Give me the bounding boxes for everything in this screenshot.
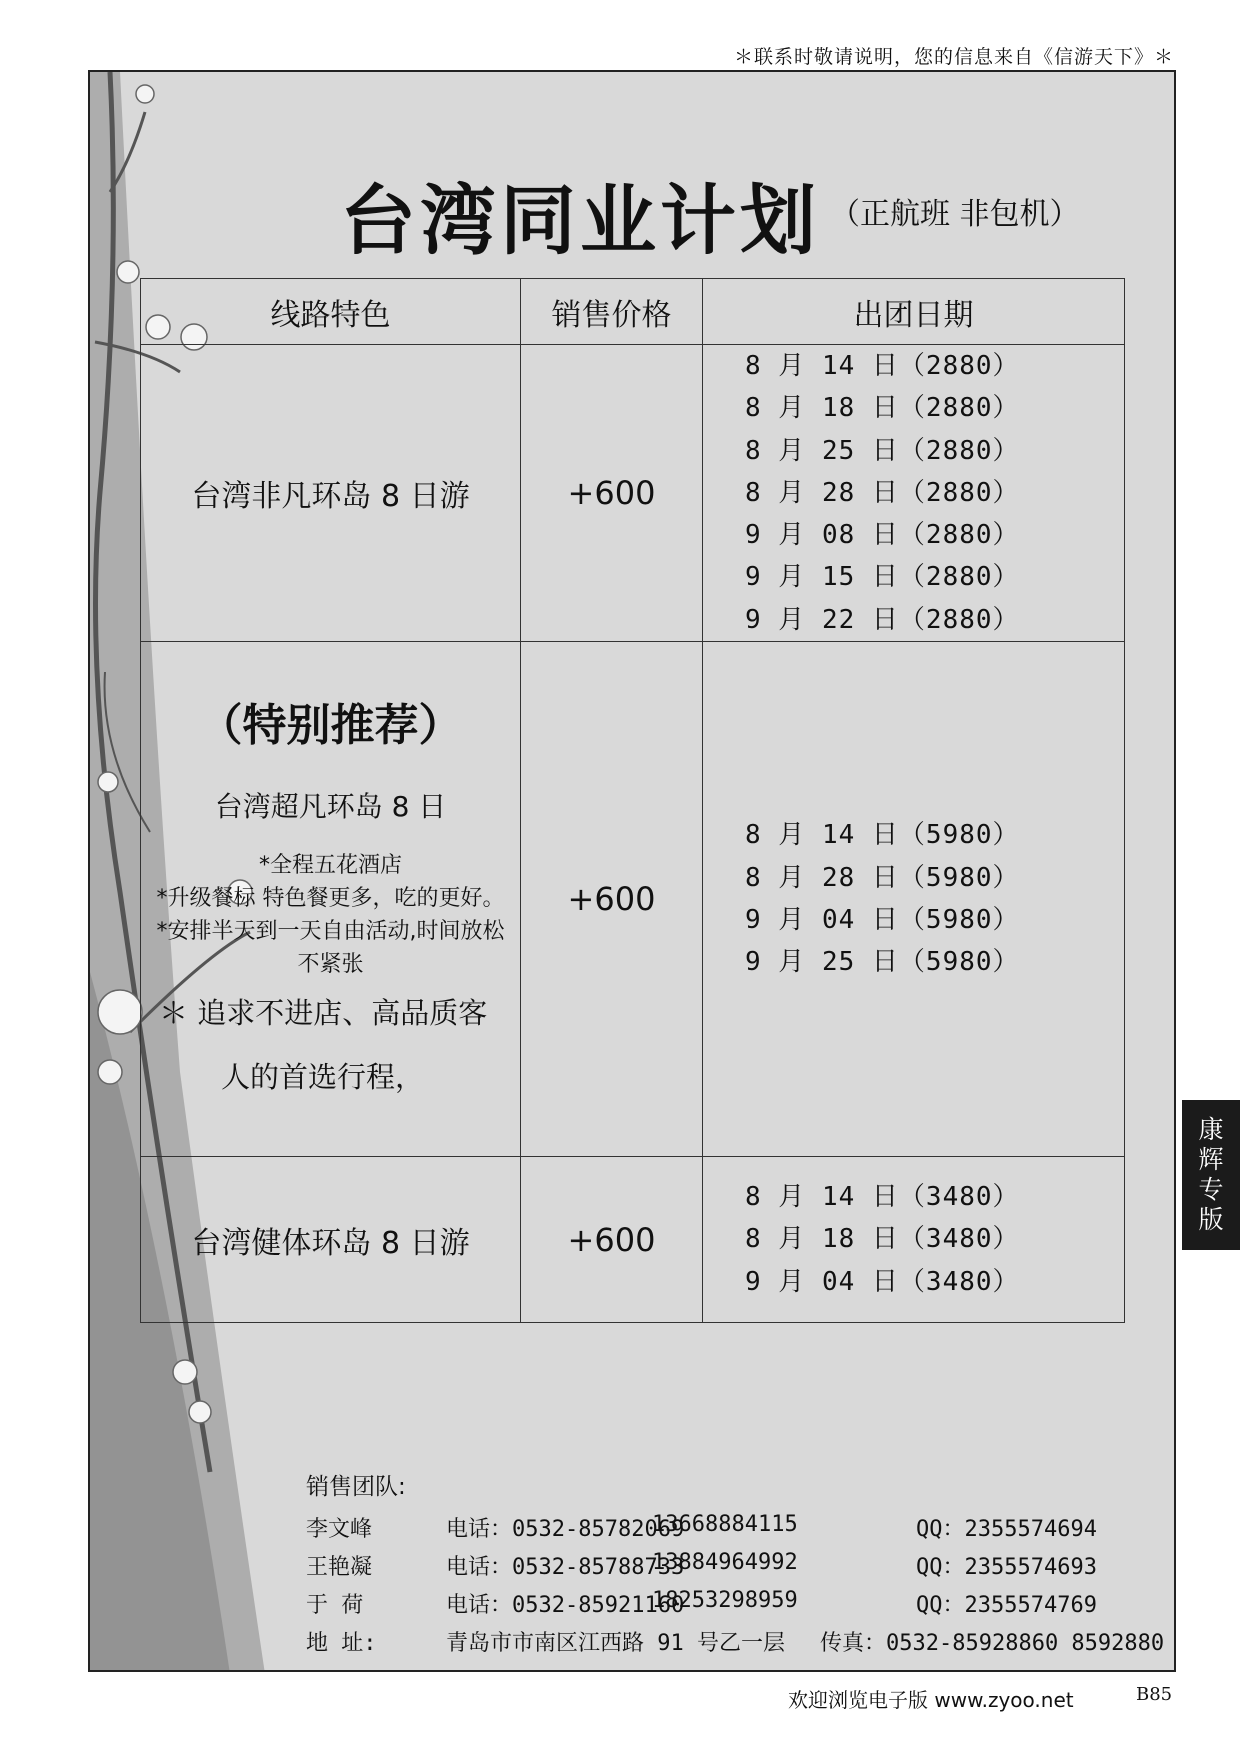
page-subtitle: （正航班 非包机） <box>830 197 1080 232</box>
tour-plan-table <box>140 278 1125 1323</box>
route-price: +600 <box>521 345 703 642</box>
header-dates: 出团日期 <box>703 279 1125 345</box>
header-price: 销售价格 <box>521 279 703 345</box>
member-mobile: 13884964992 <box>652 1550 798 1575</box>
header-route: 线路特色 <box>141 279 521 345</box>
side-tab-char: 辉 <box>1198 1145 1224 1174</box>
route-feature: *升级餐标 特色餐更多，吃的更好。 <box>156 886 505 912</box>
date-item: 9 月 04 日（5980） <box>745 905 1020 936</box>
route-name: 台湾超凡环岛 8 日 <box>214 790 447 824</box>
date-item: 8 月 18 日（2880） <box>745 393 1020 424</box>
member-name: 王艳凝 <box>306 1555 373 1580</box>
date-item: 8 月 14 日（5980） <box>745 820 1020 851</box>
side-tab-char: 版 <box>1198 1205 1224 1234</box>
member-qq: QQ：2355574769 <box>916 1593 1097 1618</box>
member-qq: QQ：2355574694 <box>916 1517 1097 1542</box>
member-mobile: 13668884115 <box>652 1512 798 1537</box>
route-feature: *全程五花酒店 <box>258 853 402 879</box>
member-name: 李文峰 <box>306 1517 373 1542</box>
date-item: 9 月 04 日（3480） <box>745 1266 1020 1297</box>
member-phone: 电话：0532-85921160 <box>446 1593 685 1618</box>
table-row <box>141 1157 1125 1323</box>
date-list <box>703 642 1125 1157</box>
date-item: 8 月 14 日（3480） <box>745 1182 1020 1213</box>
date-item: 8 月 28 日（2880） <box>745 477 1020 508</box>
date-item: 9 月 15 日（2880） <box>745 562 1020 593</box>
table-row <box>141 345 1125 642</box>
top-note: ＊联系时敬请说明，您的信息来自《信游天下》＊ <box>733 46 1174 68</box>
member-phone: 电话：0532-85788733 <box>446 1555 685 1580</box>
table-header-row <box>141 279 1125 345</box>
fax-value: 传真：0532-85928860 8592880 <box>820 1631 1165 1656</box>
sales-team-heading: 销售团队: <box>306 1474 406 1500</box>
date-item: 9 月 08 日（2880） <box>745 520 1020 551</box>
table-row <box>141 642 1125 1157</box>
page-number: B85 <box>1136 1684 1173 1705</box>
side-tab <box>1182 1100 1240 1250</box>
member-name: 于 荷 <box>306 1593 364 1618</box>
member-mobile: 18253298959 <box>652 1588 798 1613</box>
member-phone: 电话：0532-85782069 <box>446 1517 685 1542</box>
date-item: 8 月 25 日（2880） <box>745 435 1020 466</box>
special-route-cell <box>141 642 521 1157</box>
footer-text: 欢迎浏览电子版 www.zyoo.net <box>788 1688 1074 1712</box>
date-item: 8 月 14 日（2880） <box>745 351 1020 381</box>
route-feature-highlight: 人的首选行程， <box>221 1060 425 1095</box>
date-item: 8 月 18 日（3480） <box>745 1224 1020 1255</box>
route-feature-highlight: ＊ 追求不进店、高品质客 <box>159 996 488 1031</box>
route-name: 台湾非凡环岛 8 日游 <box>141 345 521 642</box>
date-item: 9 月 25 日（5980） <box>745 947 1020 978</box>
date-item: 8 月 28 日（5980） <box>745 862 1020 893</box>
special-recommend-label: （特别推荐） <box>198 700 463 752</box>
route-name: 台湾健体环岛 8 日游 <box>141 1157 521 1323</box>
date-item: 9 月 22 日（2880） <box>745 604 1020 635</box>
date-list <box>703 1157 1125 1323</box>
address-label: 地 址: <box>306 1631 377 1656</box>
side-tab-char: 康 <box>1198 1115 1224 1144</box>
page-title: 台湾同业计划 <box>340 176 820 265</box>
date-list <box>703 345 1125 642</box>
address-value: 青岛市市南区江西路 91 号乙一层 <box>446 1631 785 1656</box>
route-price: +600 <box>521 1157 703 1323</box>
member-qq: QQ：2355574693 <box>916 1555 1097 1580</box>
route-price: +600 <box>521 642 703 1157</box>
route-feature: *安排半天到一天自由活动,时间放松不紧张 <box>156 919 505 978</box>
side-tab-char: 专 <box>1198 1175 1224 1204</box>
content-frame <box>88 70 1176 1672</box>
